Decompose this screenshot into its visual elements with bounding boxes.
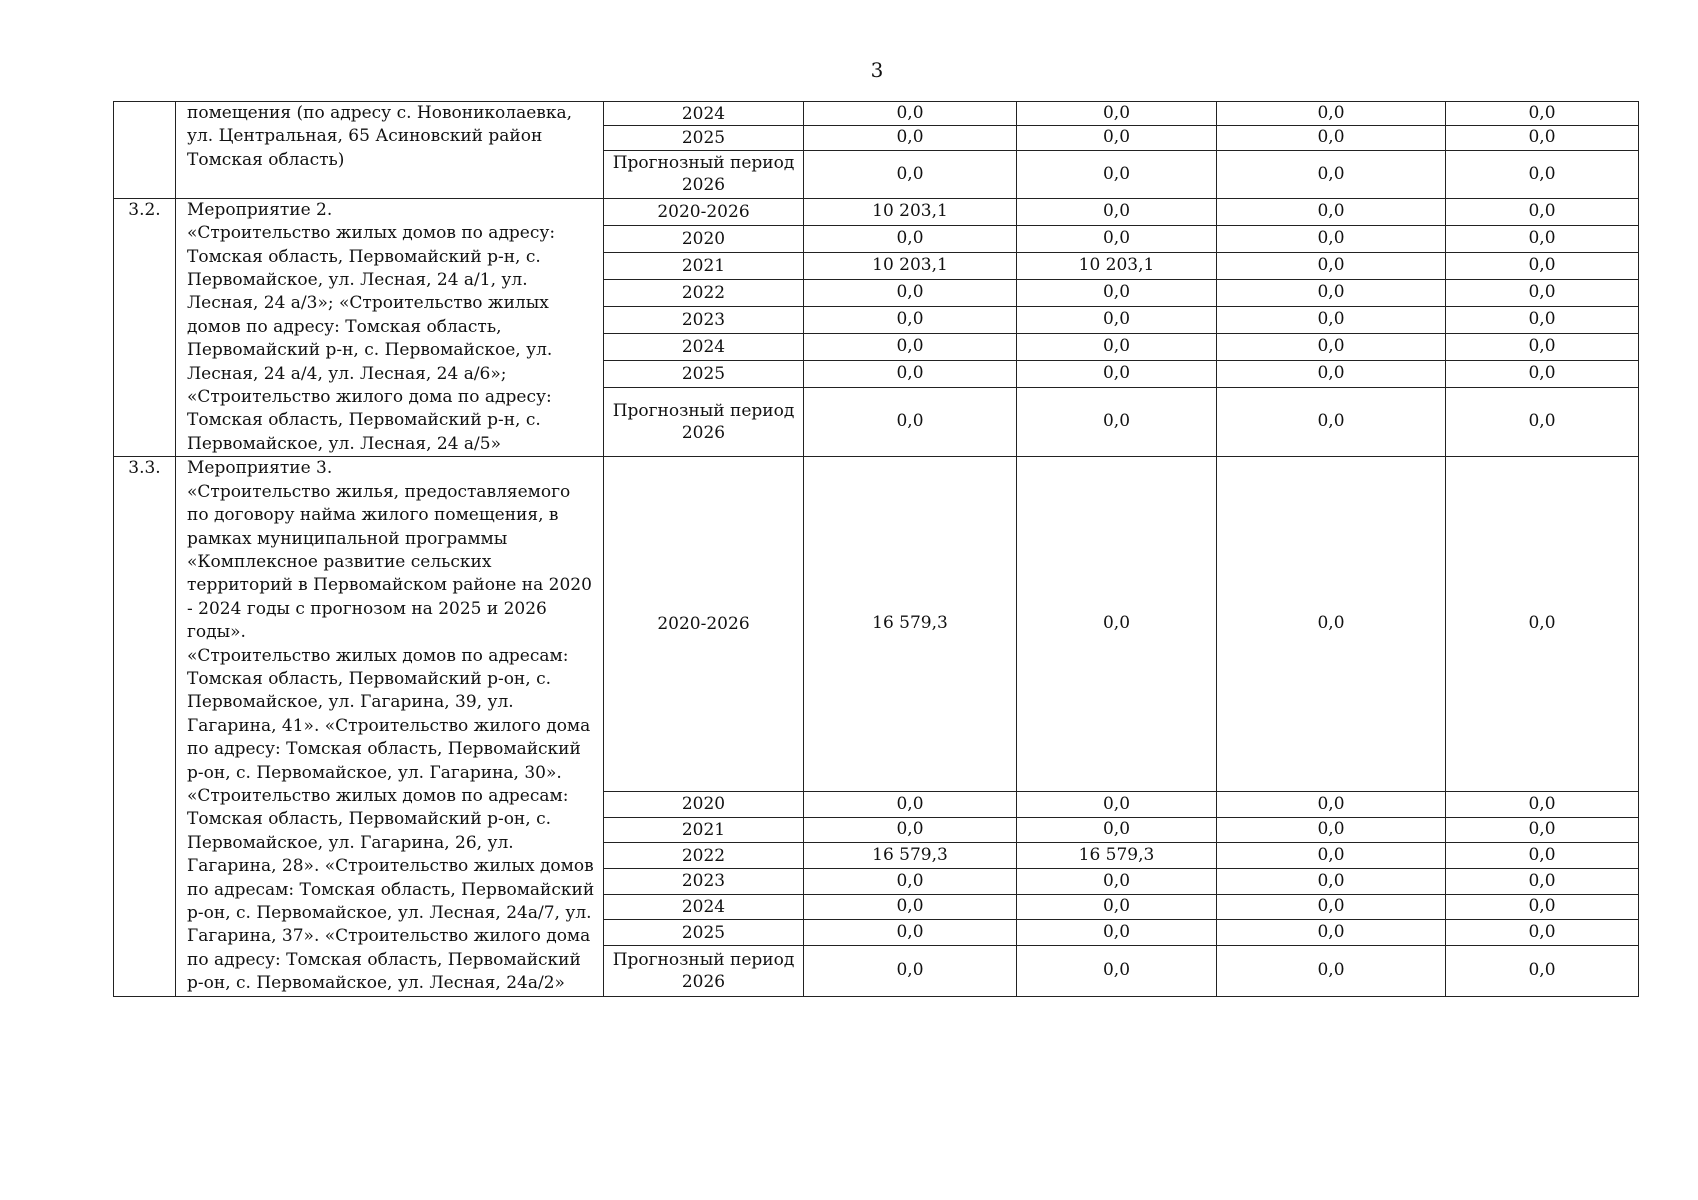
value-cell: 0,0 bbox=[1017, 360, 1217, 387]
value-cell: 0,0 bbox=[1217, 920, 1446, 946]
value-cell: 0,0 bbox=[1446, 252, 1639, 279]
value-cell: 0,0 bbox=[804, 126, 1017, 150]
value-cell: 0,0 bbox=[804, 869, 1017, 895]
period-cell: 2024 bbox=[604, 894, 804, 920]
value-cell: 0,0 bbox=[1446, 150, 1639, 198]
value-cell: 0,0 bbox=[1217, 843, 1446, 869]
value-cell: 0,0 bbox=[804, 894, 1017, 920]
period-cell: 2020 bbox=[604, 791, 804, 817]
period-cell: Прогнозный период 2026 bbox=[604, 946, 804, 997]
value-cell: 0,0 bbox=[1017, 457, 1217, 792]
activity-name: помещения (по адресу с. Новониколаевка, ул. Центральная, 65 Асиновский район Томская область) bbox=[176, 102, 604, 199]
value-cell: 0,0 bbox=[1217, 791, 1446, 817]
table-body bbox=[114, 102, 1639, 997]
value-cell: 16 579,3 bbox=[1017, 843, 1217, 869]
period-cell: 2020-2026 bbox=[604, 457, 804, 792]
period-cell: Прогнозный период 2026 bbox=[604, 150, 804, 198]
value-cell: 10 203,1 bbox=[804, 198, 1017, 225]
value-cell: 0,0 bbox=[1446, 843, 1639, 869]
value-cell: 0,0 bbox=[1446, 126, 1639, 150]
value-cell: 0,0 bbox=[1217, 946, 1446, 997]
value-cell: 0,0 bbox=[804, 150, 1017, 198]
value-cell: 0,0 bbox=[1217, 333, 1446, 360]
value-cell: 0,0 bbox=[1446, 306, 1639, 333]
item-number bbox=[114, 102, 176, 199]
value-cell: 0,0 bbox=[1446, 457, 1639, 792]
value-cell: 0,0 bbox=[804, 333, 1017, 360]
value-cell: 0,0 bbox=[1017, 150, 1217, 198]
period-cell: 2023 bbox=[604, 306, 804, 333]
value-cell: 0,0 bbox=[804, 920, 1017, 946]
period-cell: 2024 bbox=[604, 102, 804, 126]
program-funding-table bbox=[113, 101, 1639, 997]
value-cell: 0,0 bbox=[1217, 869, 1446, 895]
period-cell: 2020-2026 bbox=[604, 198, 804, 225]
period-cell: 2021 bbox=[604, 252, 804, 279]
period-cell: 2021 bbox=[604, 817, 804, 843]
value-cell: 10 203,1 bbox=[1017, 252, 1217, 279]
value-cell: 0,0 bbox=[1217, 360, 1446, 387]
value-cell: 0,0 bbox=[1446, 198, 1639, 225]
value-cell: 0,0 bbox=[1017, 306, 1217, 333]
value-cell: 0,0 bbox=[1017, 791, 1217, 817]
value-cell: 0,0 bbox=[1446, 946, 1639, 997]
period-cell: 2025 bbox=[604, 920, 804, 946]
value-cell: 0,0 bbox=[1217, 306, 1446, 333]
value-cell: 0,0 bbox=[1217, 150, 1446, 198]
value-cell: 0,0 bbox=[1217, 126, 1446, 150]
value-cell: 0,0 bbox=[1446, 102, 1639, 126]
period-cell: 2024 bbox=[604, 333, 804, 360]
value-cell: 0,0 bbox=[1017, 894, 1217, 920]
value-cell: 0,0 bbox=[804, 306, 1017, 333]
period-cell: Прогнозный период 2026 bbox=[604, 387, 804, 457]
value-cell: 0,0 bbox=[1446, 920, 1639, 946]
value-cell: 0,0 bbox=[804, 360, 1017, 387]
value-cell: 0,0 bbox=[1446, 817, 1639, 843]
value-cell: 0,0 bbox=[1017, 387, 1217, 457]
value-cell: 0,0 bbox=[804, 279, 1017, 306]
value-cell: 0,0 bbox=[1217, 387, 1446, 457]
value-cell: 0,0 bbox=[1017, 279, 1217, 306]
value-cell: 0,0 bbox=[1017, 333, 1217, 360]
value-cell: 0,0 bbox=[1017, 126, 1217, 150]
value-cell: 0,0 bbox=[804, 946, 1017, 997]
period-cell: 2020 bbox=[604, 225, 804, 252]
value-cell: 0,0 bbox=[804, 817, 1017, 843]
value-cell: 0,0 bbox=[1446, 333, 1639, 360]
value-cell: 0,0 bbox=[1017, 198, 1217, 225]
value-cell: 16 579,3 bbox=[804, 457, 1017, 792]
value-cell: 0,0 bbox=[1017, 817, 1217, 843]
value-cell: 0,0 bbox=[1446, 894, 1639, 920]
value-cell: 0,0 bbox=[1446, 869, 1639, 895]
value-cell: 0,0 bbox=[804, 225, 1017, 252]
period-cell: 2023 bbox=[604, 869, 804, 895]
value-cell: 0,0 bbox=[1217, 252, 1446, 279]
value-cell: 0,0 bbox=[1446, 225, 1639, 252]
value-cell: 0,0 bbox=[1446, 791, 1639, 817]
value-cell: 0,0 bbox=[1017, 946, 1217, 997]
item-number: 3.2. bbox=[114, 198, 176, 456]
value-cell: 0,0 bbox=[1217, 457, 1446, 792]
value-cell: 10 203,1 bbox=[804, 252, 1017, 279]
table-row bbox=[114, 457, 1639, 792]
table-row bbox=[114, 198, 1639, 225]
value-cell: 0,0 bbox=[1017, 102, 1217, 126]
value-cell: 0,0 bbox=[1217, 894, 1446, 920]
page-number: 3 bbox=[870, 58, 884, 82]
value-cell: 0,0 bbox=[1217, 102, 1446, 126]
value-cell: 16 579,3 bbox=[804, 843, 1017, 869]
value-cell: 0,0 bbox=[1217, 817, 1446, 843]
activity-name: Мероприятие 2. «Строительство жилых домов по адресу: Томская область, Первомайский р-н, с. Первомайское, ул. Лесная, 24 а/1, ул. Лесная, 24 а/3»; «Строительство жилых домов по адресу: Томская область, Первомайский р-н, с. Первомайское, ул. Лесная, 24 а/4, ул. Лесная, 24 а/6»; «Строительство жилого дома по адресу: Томская область, Первомайский р-н, с. Первомайское, ул. Лесная, 24 а/5» bbox=[176, 198, 604, 456]
item-number: 3.3. bbox=[114, 457, 176, 996]
value-cell: 0,0 bbox=[804, 387, 1017, 457]
value-cell: 0,0 bbox=[804, 791, 1017, 817]
value-cell: 0,0 bbox=[1446, 387, 1639, 457]
value-cell: 0,0 bbox=[1017, 869, 1217, 895]
value-cell: 0,0 bbox=[804, 102, 1017, 126]
period-cell: 2022 bbox=[604, 843, 804, 869]
value-cell: 0,0 bbox=[1446, 360, 1639, 387]
activity-name: Мероприятие 3. «Строительство жилья, предоставляемого по договору найма жилого помещения, в рамках муниципальной программы «Комплексное развитие сельских территорий в Первомайском районе на 2020 - 2024 годы с прогнозом на 2025 и 2026 годы». «Строительство жилых домов по адресам: Томская область, Первомайский р-он, с. Первомайское, ул. Гагарина, 39, ул. Гагарина, 41». «Строительство жилого дома по адресу: Томская область, Первомайский р-он, с. Первомайское, ул. Гагарина, 30». «Строительство жилых домов по адресам: Томская область, Первомайский р-он, с. Первомайское, ул. Гагарина, 26, ул. Гагарина, 28». «Строительство жилых домов по адресам: Томская область, Первомайский р-он, с. Первомайское, ул. Лесная, 24а/7, ул. Гагарина, 37». «Строительство жилого дома по адресу: Томская область, Первомайский р-он, с. Первомайское, ул. Лесная, 24а/2» bbox=[176, 457, 604, 996]
value-cell: 0,0 bbox=[1217, 198, 1446, 225]
value-cell: 0,0 bbox=[1217, 225, 1446, 252]
value-cell: 0,0 bbox=[1217, 279, 1446, 306]
value-cell: 0,0 bbox=[1446, 279, 1639, 306]
period-cell: 2022 bbox=[604, 279, 804, 306]
value-cell: 0,0 bbox=[1017, 920, 1217, 946]
table-row bbox=[114, 102, 1639, 126]
period-cell: 2025 bbox=[604, 360, 804, 387]
value-cell: 0,0 bbox=[1017, 225, 1217, 252]
period-cell: 2025 bbox=[604, 126, 804, 150]
